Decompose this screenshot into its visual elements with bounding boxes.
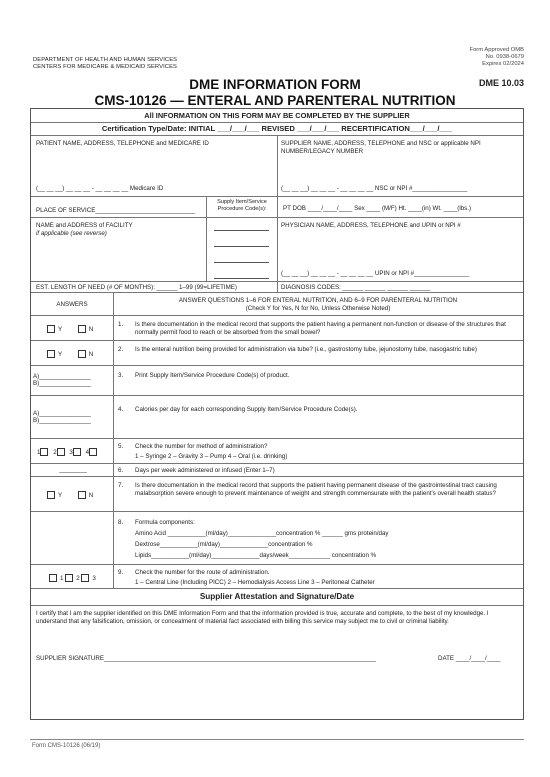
- supply-item-label: Supply Item/Service Procedure Code(s):: [217, 199, 267, 212]
- supplier-signature-field[interactable]: SUPPLIER SIGNATURE_______________________________________________________________________________: [36, 655, 376, 662]
- days-per-week-field[interactable]: ________: [59, 466, 87, 473]
- answer-route: [33, 574, 113, 582]
- omb-number: No. 0938-0679: [485, 54, 524, 60]
- answers-header: [31, 293, 523, 316]
- checkbox-1[interactable]: [49, 574, 57, 582]
- question-3: [31, 366, 523, 396]
- facility-physician-section: [31, 218, 523, 282]
- route-options: 1 – Central Line (Including PICC) 2 – Hemodialysis Access Line 3 – Peritoneal Catheter: [135, 579, 375, 586]
- question-number: 9.: [118, 569, 124, 576]
- option-3-label: 3: [69, 448, 73, 456]
- question-text: Calories per day for each corresponding Supply Item/Service Procedure Code(s).: [135, 406, 358, 413]
- question-number: 5.: [118, 443, 124, 450]
- place-of-service-row: [31, 197, 523, 218]
- code-b-field[interactable]: B)_______________: [33, 380, 91, 387]
- attestation-text: I certify that I am the supplier identified on this DME Information Form and that the information provided is true, accurate and complete, to the best of my knowledge. I understand that any falsification, omission, or concealment of material fact associated with billing this service may subject me to civil or criminal liability.: [36, 610, 489, 625]
- n-label: N: [88, 325, 94, 333]
- length-diagnosis-row: [31, 282, 523, 293]
- checkbox-3[interactable]: [81, 574, 89, 582]
- procedure-code-line[interactable]: [214, 262, 269, 263]
- physician-label: PHYSICIAN NAME, ADDRESS, TELEPHONE and UPIN or NPI #: [281, 222, 461, 229]
- dept-line-1: DEPARTMENT OF HEALTH AND HUMAN SERVICES: [33, 57, 178, 63]
- option-1-label: 1: [37, 448, 41, 456]
- form-body: [30, 108, 524, 720]
- code-a-field[interactable]: A)_______________: [33, 373, 91, 380]
- checkbox-n[interactable]: [78, 325, 86, 333]
- diagnosis-codes-field[interactable]: DIAGNOSIS CODES: ______ ______ ______ ______: [281, 284, 431, 291]
- question-text: Days per week administered or infused (Enter 1–7): [135, 467, 275, 474]
- calories-a-field[interactable]: A)_______________: [33, 410, 91, 417]
- procedure-code-line[interactable]: [214, 230, 269, 231]
- question-4: [31, 396, 523, 439]
- question-6: [31, 464, 523, 477]
- checkbox-n[interactable]: [78, 491, 86, 499]
- checkbox-y[interactable]: [47, 325, 55, 333]
- y-label: Y: [58, 350, 63, 358]
- checkbox-2[interactable]: [65, 574, 73, 582]
- y-label: Y: [58, 491, 63, 499]
- procedure-code-line[interactable]: [214, 246, 269, 247]
- question-number: 2.: [118, 346, 124, 353]
- instructions-line-2: (Check Y for Yes, N for No, Unless Otherwise Noted): [245, 305, 391, 312]
- checkbox-y[interactable]: [47, 350, 55, 358]
- calories-b-field[interactable]: B)_______________: [33, 417, 91, 424]
- dextrose-fields[interactable]: Dextrose___________(ml/day)______________concentration %: [135, 541, 313, 548]
- form-code: DME 10.03: [478, 78, 524, 88]
- option-3-label: 3: [92, 574, 96, 582]
- checkbox-2[interactable]: [57, 448, 65, 456]
- question-text: Print Supply Item/Service Procedure Code(s) of product.: [135, 372, 290, 379]
- facility-note: if applicable (see reverse): [36, 230, 107, 237]
- question-number: 1.: [118, 321, 124, 328]
- form-title: DME INFORMATION FORM: [189, 77, 361, 92]
- omb-approval: [470, 47, 524, 68]
- option-2-label: 2: [76, 574, 80, 582]
- question-number: 3.: [118, 372, 124, 379]
- form-subtitle: CMS-10126 — ENTERAL AND PARENTERAL NUTRITION: [94, 93, 456, 108]
- answer-y-n: [33, 491, 113, 499]
- department-name: [33, 57, 177, 71]
- answer-y-n: [33, 325, 113, 333]
- instructions-line-1: ANSWER QUESTIONS 1–6 FOR ENTERAL NUTRITION, AND 6–9 FOR PARENTERAL NUTRITION: [178, 297, 458, 304]
- question-number: 8.: [118, 519, 124, 526]
- question-number: 4.: [118, 406, 124, 413]
- question-text: Is there documentation in the medical record that supports the patient having a permanent non-function or disease of the structures that normally permit food to reach or be absorbed from the small bowel?: [135, 321, 506, 336]
- dept-line-2: CENTERS FOR MEDICARE & MEDICAID SERVICES: [33, 64, 178, 70]
- y-label: Y: [58, 325, 63, 333]
- answers-label: ANSWERS: [56, 301, 88, 308]
- patient-phone-field[interactable]: (__ __ __) __ __ __ - __ __ __ __ Medicare ID: [36, 185, 164, 192]
- question-text: Is there documentation in the medical record that supports the patient having permanent disease of the gastrointestinal tract causing malabsorption severe enough to prevent maintenance of weight and strength commensurate with the patient's overall health status?: [135, 482, 497, 497]
- checkbox-y[interactable]: [47, 491, 55, 499]
- footer-divider: [30, 739, 524, 740]
- question-text: Is the enteral nutrition being provided for administration via tube? (i.e., gastrostomy tube, jejunostomy tube, nasogastric tube): [135, 346, 477, 353]
- question-1: [31, 316, 523, 341]
- certification-type[interactable]: Certification Type/Date: INITIAL ___/___/___ REVISED ___/___/___ RECERTIFICATION___/___/___: [31, 123, 523, 136]
- omb-expiry: Expires 02/2024: [482, 61, 524, 67]
- option-2-label: 2: [53, 448, 57, 456]
- question-5: [31, 439, 523, 464]
- form-footer: Form CMS-10126 (06/19): [32, 743, 101, 749]
- checkbox-n[interactable]: [78, 350, 86, 358]
- procedure-code-line[interactable]: [214, 278, 269, 279]
- facility-label: NAME and ADDRESS of FACILITY: [36, 222, 133, 229]
- patient-dob-field[interactable]: PT DOB ____/____/____ Sex ____ (M/F) Ht. ____(in) Wt. ____(lbs.): [283, 205, 472, 212]
- omb-line: Form Approved OMB: [469, 47, 524, 53]
- physician-phone-field[interactable]: (__ __ __) __ __ __ - __ __ __ __ UPIN or NPI #________________: [281, 270, 470, 277]
- question-9: [31, 565, 523, 589]
- question-text: Formula components:: [135, 519, 195, 526]
- answer-y-n: [33, 350, 113, 358]
- question-number: 7.: [118, 482, 124, 489]
- option-4-label: 4: [85, 448, 90, 456]
- answer-method: [33, 448, 113, 456]
- supplier-label: SUPPLIER NAME, ADDRESS, TELEPHONE and NSC or applicable NPI NUMBER/LEGACY NUMBER: [281, 140, 481, 155]
- question-2: [31, 341, 523, 366]
- patient-supplier-section: [31, 136, 523, 197]
- checkbox-3[interactable]: [73, 448, 81, 456]
- n-label: N: [88, 350, 94, 358]
- answer-codes: [33, 373, 113, 387]
- checkbox-1[interactable]: [40, 448, 48, 456]
- checkbox-4[interactable]: [89, 448, 97, 456]
- n-label: N: [88, 491, 94, 499]
- completion-banner: All INFORMATION ON THIS FORM MAY BE COMPLETED BY THE SUPPLIER: [31, 109, 523, 123]
- answer-calories: [33, 410, 113, 424]
- supplier-phone-field[interactable]: (__ __ __) __ __ __ - __ __ __ __ NSC or NPI #________________: [281, 185, 468, 192]
- signature-date-field[interactable]: DATE ____/____/____: [438, 655, 501, 662]
- question-7: [31, 477, 523, 512]
- attestation-heading: Supplier Attestation and Signature/Date: [31, 589, 523, 606]
- question-text: Check the number for method of administration?: [135, 443, 268, 450]
- amino-acid-fields[interactable]: Amino Acid ___________(ml/day)______________concentration % ______ gms protein/day: [135, 530, 389, 537]
- lipids-fields[interactable]: Lipids___________(ml/day)______________days/week____________ concentration %: [135, 552, 377, 559]
- method-options: 1 – Syringe 2 – Gravity 3 – Pump 4 – Oral (i.e. drinking): [135, 453, 288, 460]
- option-1-label: 1: [60, 574, 64, 582]
- patient-label: PATIENT NAME, ADDRESS, TELEPHONE and MEDICARE ID: [36, 140, 209, 147]
- est-length-field[interactable]: EST. LENGTH OF NEED (# OF MONTHS): ______ 1–99 (99=LIFETIME): [36, 284, 237, 291]
- place-of-service-field[interactable]: PLACE OF SERVICE_____________________________: [36, 207, 196, 214]
- question-text: Check the number for the route of administration.: [135, 569, 270, 576]
- question-number: 6.: [118, 467, 124, 474]
- question-8: [31, 512, 523, 565]
